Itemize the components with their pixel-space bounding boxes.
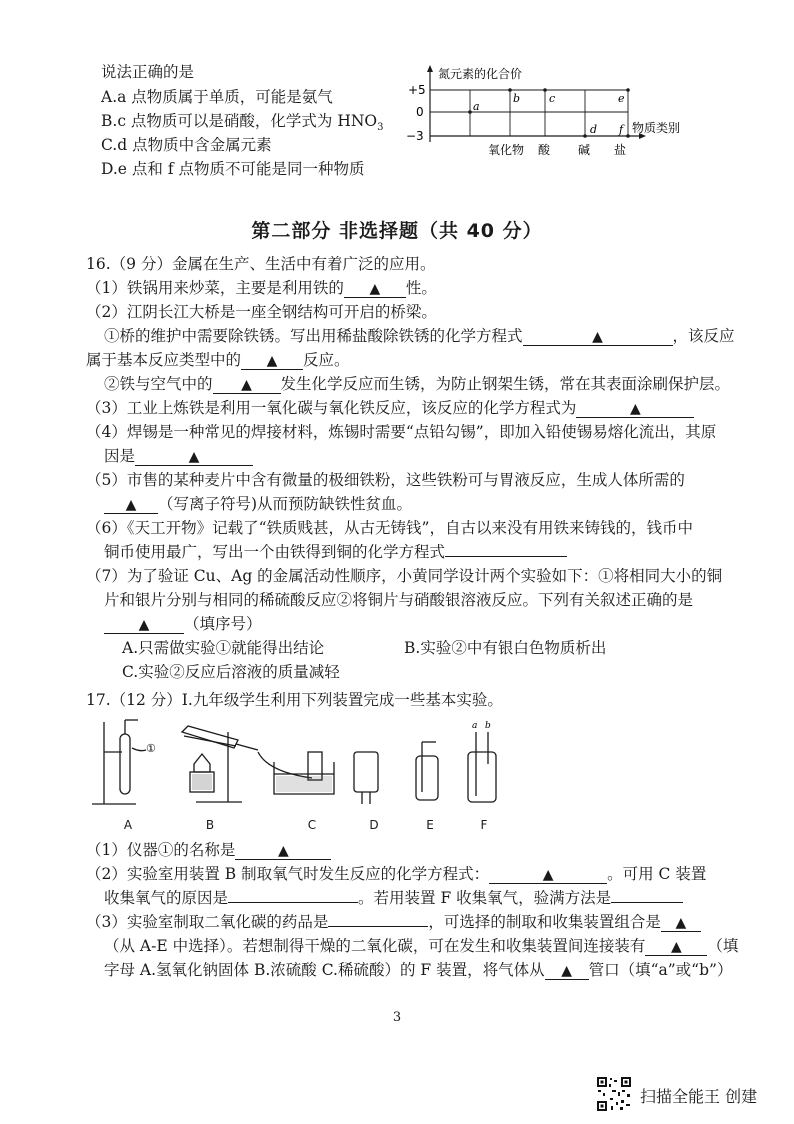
chart-point-e (626, 88, 630, 92)
q15-option-a: A.a 点物质属于单质，可能是氨气 (101, 88, 333, 106)
apparatus-label-f: F (480, 818, 488, 832)
chart-point-b-label: b (513, 92, 521, 105)
chart-y-tick-0: 0 (416, 105, 424, 119)
q17-part3-cont: （从 A-E 中选择）。若想制得干燥的二氧化碳，可在发生和收集装置间连接装有 ▲ （填 (104, 937, 739, 955)
chart-x-cat-oxide: 氧化物 (488, 143, 525, 157)
qr-code-icon (596, 1076, 632, 1112)
chart-x-cat-salt: 盐 (614, 143, 627, 157)
q16-header: 16.（9 分）金属在生产、生活中有着广泛的应用。 (86, 255, 436, 273)
q16-part6: （6）《天工开物》记载了“铁质贱甚，从古无铸钱”，自古以来没有用铁来铸钱的，钱币中 (86, 519, 693, 537)
chart-point-a (468, 110, 472, 114)
q17-part3-cont2: 字母 A.氢氧化钠固体 B.浓硫酸 C.稀硫酸）的 F 装置，将气体从 ▲ 管口（填“a”或“b”） (104, 961, 733, 979)
q16-part7-cont: 片和银片分别与相同的稀硫酸反应②将铜片与硝酸银溶液反应。下列有关叙述正确的是 (104, 591, 694, 609)
apparatus-label-c: C (307, 818, 317, 832)
section-title: 第二部分 非选择题（共 40 分） (251, 220, 543, 242)
q16-part2-sub1-cont: 属于基本反应类型中的 ▲ 反应。 (86, 351, 350, 369)
q16-part5: （5）市售的某种麦片中含有微量的极细铁粉，这些铁粉可与胃液反应，生成人体所需的 (86, 471, 685, 489)
apparatus-label-a: A (123, 818, 133, 832)
q16-part1: （1）铁锅用来炒菜，主要是利用铁的 ▲ 性。 (86, 279, 437, 297)
q17-part3: （3）实验室制取二氧化碳的药品是 ，可选择的制取和收集装置组合是 ▲ (86, 912, 701, 932)
q15-stem-end: 说法正确的是 (101, 63, 195, 81)
q16-part3: （3）工业上炼铁是利用一氧化碳与氧化铁反应，该反应的化学方程式为 ▲ (86, 398, 694, 418)
page-number: 3 (392, 1010, 402, 1025)
chart-point-d (583, 134, 587, 138)
q17-part2: （2）实验室用装置 B 制取氧气时发生反应的化学方程式： ▲ 。可用 C 装置 (86, 865, 707, 883)
q16-option-a: A.只需做实验①就能得出结论 (122, 639, 325, 657)
chart-point-f-label: f (619, 123, 624, 136)
chart-point-e-label: e (618, 92, 625, 105)
q16-part2: （2）江阴长江大桥是一座全钢结构可开启的桥梁。 (86, 303, 437, 321)
instrument-marker-1: ① (146, 742, 156, 755)
q17-part1: （1）仪器①的名称是 ▲ (86, 840, 331, 860)
chart-point-a-label: a (473, 100, 480, 113)
chart-x-title: 物质类别 (632, 121, 681, 135)
q16-part4-cont: 因是 ▲ (104, 446, 253, 466)
q16-part2-sub2: ②铁与空气中的 ▲ 发生化学反应而生锈，为防止钢架生锈，常在其表面涂刷保护层。 (104, 375, 731, 393)
chart-point-d-label: d (590, 123, 598, 136)
q16-part4: （4）焊锡是一种常见的焊接材料，炼锡时需要“点铅勾锡”，即加入铅使锡易熔化流出，其原 (86, 423, 717, 441)
chart-y-title: 氮元素的化合价 (438, 67, 523, 81)
q17-header: 17.（12 分）Ⅰ.九年级学生利用下列装置完成一些基本实验。 (86, 691, 503, 709)
q15-option-d: D.e 点和 f 点物质不可能是同一种物质 (101, 160, 365, 178)
q16-part6-cont: 铜币使用最广，写出一个由铁得到铜的化学方程式 (104, 542, 567, 562)
q16-option-b: B.实验②中有银白色物质析出 (404, 639, 607, 657)
port-label-b: b (485, 721, 491, 731)
q16-part7: （7）为了验证 Cu、Ag 的金属活动性顺序，小黄同学设计两个实验如下：①将相同大小的铜 (86, 567, 723, 585)
q15-option-c: C.d 点物质中含金属元素 (101, 136, 272, 154)
apparatus-label-b: B (205, 818, 215, 832)
chart-point-c (543, 88, 547, 92)
chart-point-f (626, 134, 630, 138)
q17-part2-cont: 收集氧气的原因是 。若用装置 F 收集氧气，验满方法是 (104, 888, 683, 908)
apparatus-label-e: E (426, 818, 434, 832)
chart-y-tick-minus3: −3 (406, 129, 424, 143)
q16-part2-sub1: ①桥的维护中需要除铁锈。写出用稀盐酸除铁锈的化学方程式 ▲ ，该反应 (104, 327, 735, 345)
lab-apparatus-figure (86, 712, 506, 812)
chart-y-tick-plus5: +5 (408, 83, 426, 97)
chart-point-c-label: c (549, 92, 556, 105)
apparatus-label-d: D (369, 818, 379, 832)
chart-x-cat-acid: 酸 (538, 143, 551, 157)
q16-part5-cont: ▲ （写离子符号)从而预防缺铁性贫血。 (104, 494, 412, 514)
scanner-brand-label: 扫描全能王 创建 (640, 1087, 758, 1106)
port-label-a: a (472, 721, 478, 731)
q16-option-c: C.实验②反应后溶液的质量减轻 (122, 663, 340, 681)
q16-part7-blank: ▲ （填序号） (104, 614, 262, 634)
chart-x-cat-base: 碱 (578, 143, 591, 157)
chart-point-b (508, 88, 512, 92)
nitrogen-valence-chart (400, 62, 700, 162)
q15-option-b: B.c 点物质可以是硝酸，化学式为 $HNO_3$ (101, 112, 384, 134)
